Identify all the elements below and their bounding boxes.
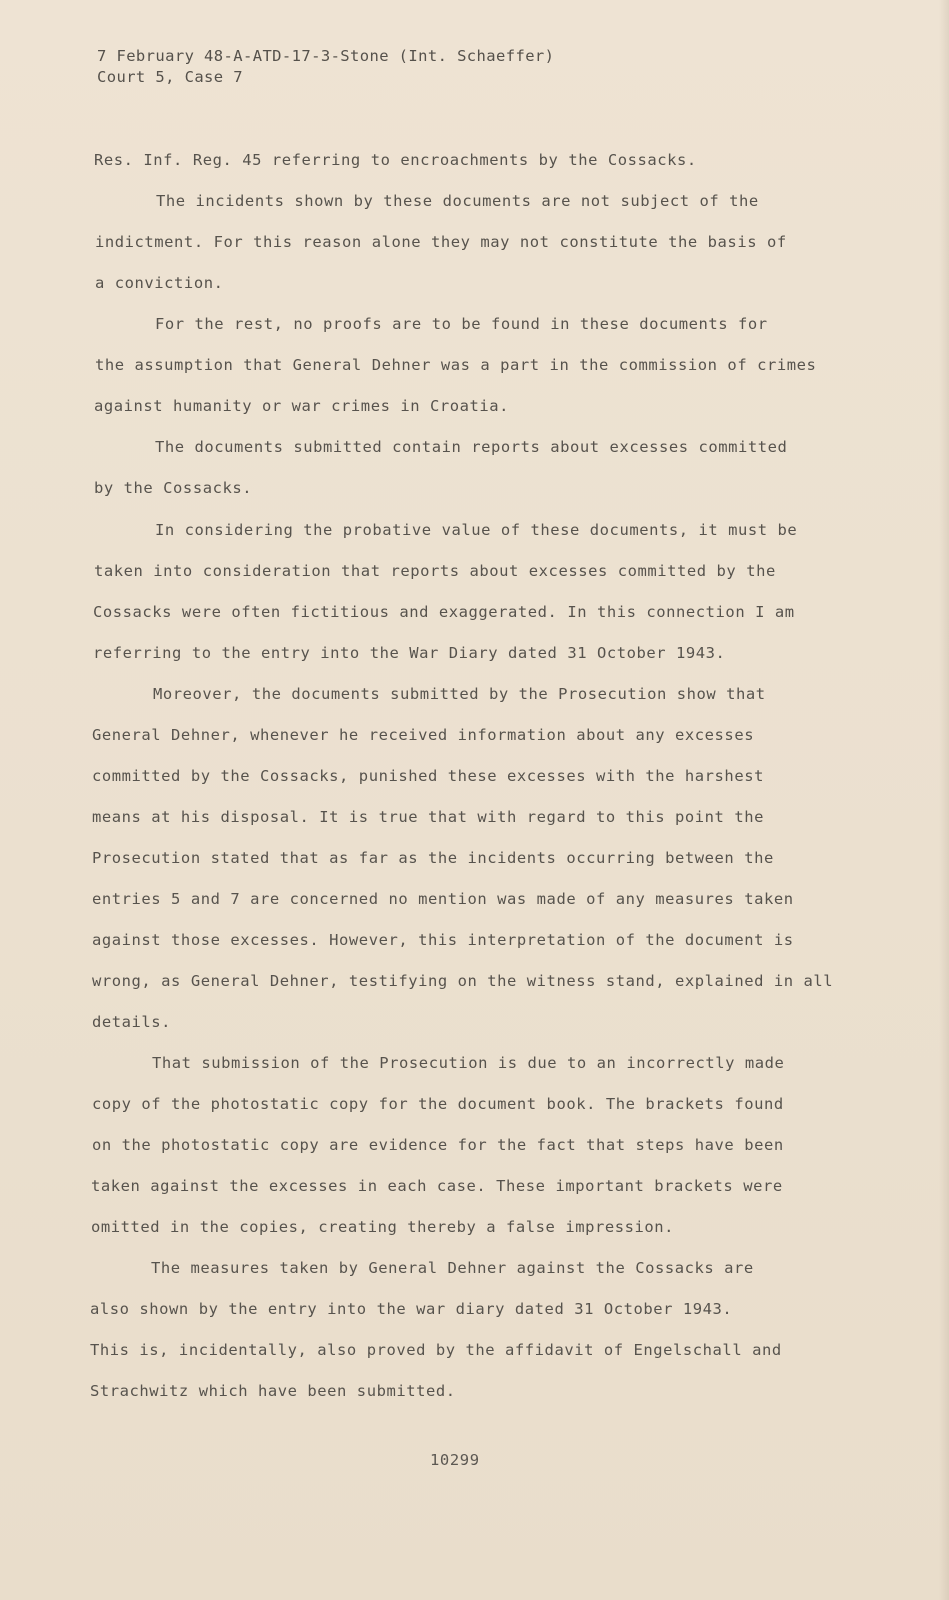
body-line: copy of the photostatic copy for the document book. The brackets found [92, 1095, 784, 1113]
body-line: means at his disposal. It is true that with regard to this point the [92, 808, 764, 826]
body-line: also shown by the entry into the war diary dated 31 October 1943. [90, 1300, 733, 1318]
body-line: Moreover, the documents submitted by the Prosecution show that [153, 685, 766, 703]
header-court-line: Court 5, Case 7 [97, 68, 243, 86]
body-line: committed by the Cossacks, punished these excesses with the harshest [92, 767, 764, 785]
body-line: omitted in the copies, creating thereby a false impression. [91, 1218, 675, 1236]
body-line: In considering the probative value of these documents, it must be [155, 521, 798, 539]
document-header [97, 46, 554, 88]
body-line: The incidents shown by these documents are not subject of the [156, 192, 759, 210]
body-line: on the photostatic copy are evidence for the fact that steps have been [92, 1136, 784, 1154]
body-line: by the Cossacks. [94, 479, 253, 497]
body-line: For the rest, no proofs are to be found in these documents for [155, 315, 768, 333]
body-line: The measures taken by General Dehner against the Cossacks are [151, 1259, 754, 1277]
body-line: against those excesses. However, this interpretation of the document is [92, 931, 794, 949]
body-line: taken against the excesses in each case. These important brackets were [91, 1177, 783, 1195]
body-line: taken into consideration that reports about excesses committed by the [94, 562, 776, 580]
body-line: Res. Inf. Reg. 45 referring to encroachments by the Cossacks. [94, 151, 697, 169]
body-line: wrong, as General Dehner, testifying on the witness stand, explained in all [92, 972, 834, 990]
body-line: indictment. For this reason alone they may not constitute the basis of [95, 233, 787, 251]
body-line: referring to the entry into the War Diary dated 31 October 1943. [93, 644, 726, 662]
body-line: against humanity or war crimes in Croatia. [94, 397, 510, 415]
body-line: the assumption that General Dehner was a part in the commission of crimes [95, 356, 817, 374]
body-line: a conviction. [95, 274, 224, 292]
body-line: That submission of the Prosecution is due to an incorrectly made [152, 1054, 785, 1072]
body-line: General Dehner, whenever he received information about any excesses [92, 726, 755, 744]
page-number: 10299 [430, 1451, 480, 1469]
body-line: Strachwitz which have been submitted. [90, 1382, 456, 1400]
body-line: entries 5 and 7 are concerned no mention was made of any measures taken [92, 890, 794, 908]
body-line: details. [92, 1013, 172, 1031]
body-line: The documents submitted contain reports about excesses committed [155, 438, 788, 456]
header-date-line: 7 February 48-A-ATD-17-3-Stone (Int. Schaeffer) [97, 47, 555, 65]
body-line: Prosecution stated that as far as the incidents occurring between the [92, 849, 774, 867]
body-line: Cossacks were often fictitious and exaggerated. In this connection I am [93, 603, 795, 621]
body-line: This is, incidentally, also proved by the affidavit of Engelschall and [90, 1341, 782, 1359]
